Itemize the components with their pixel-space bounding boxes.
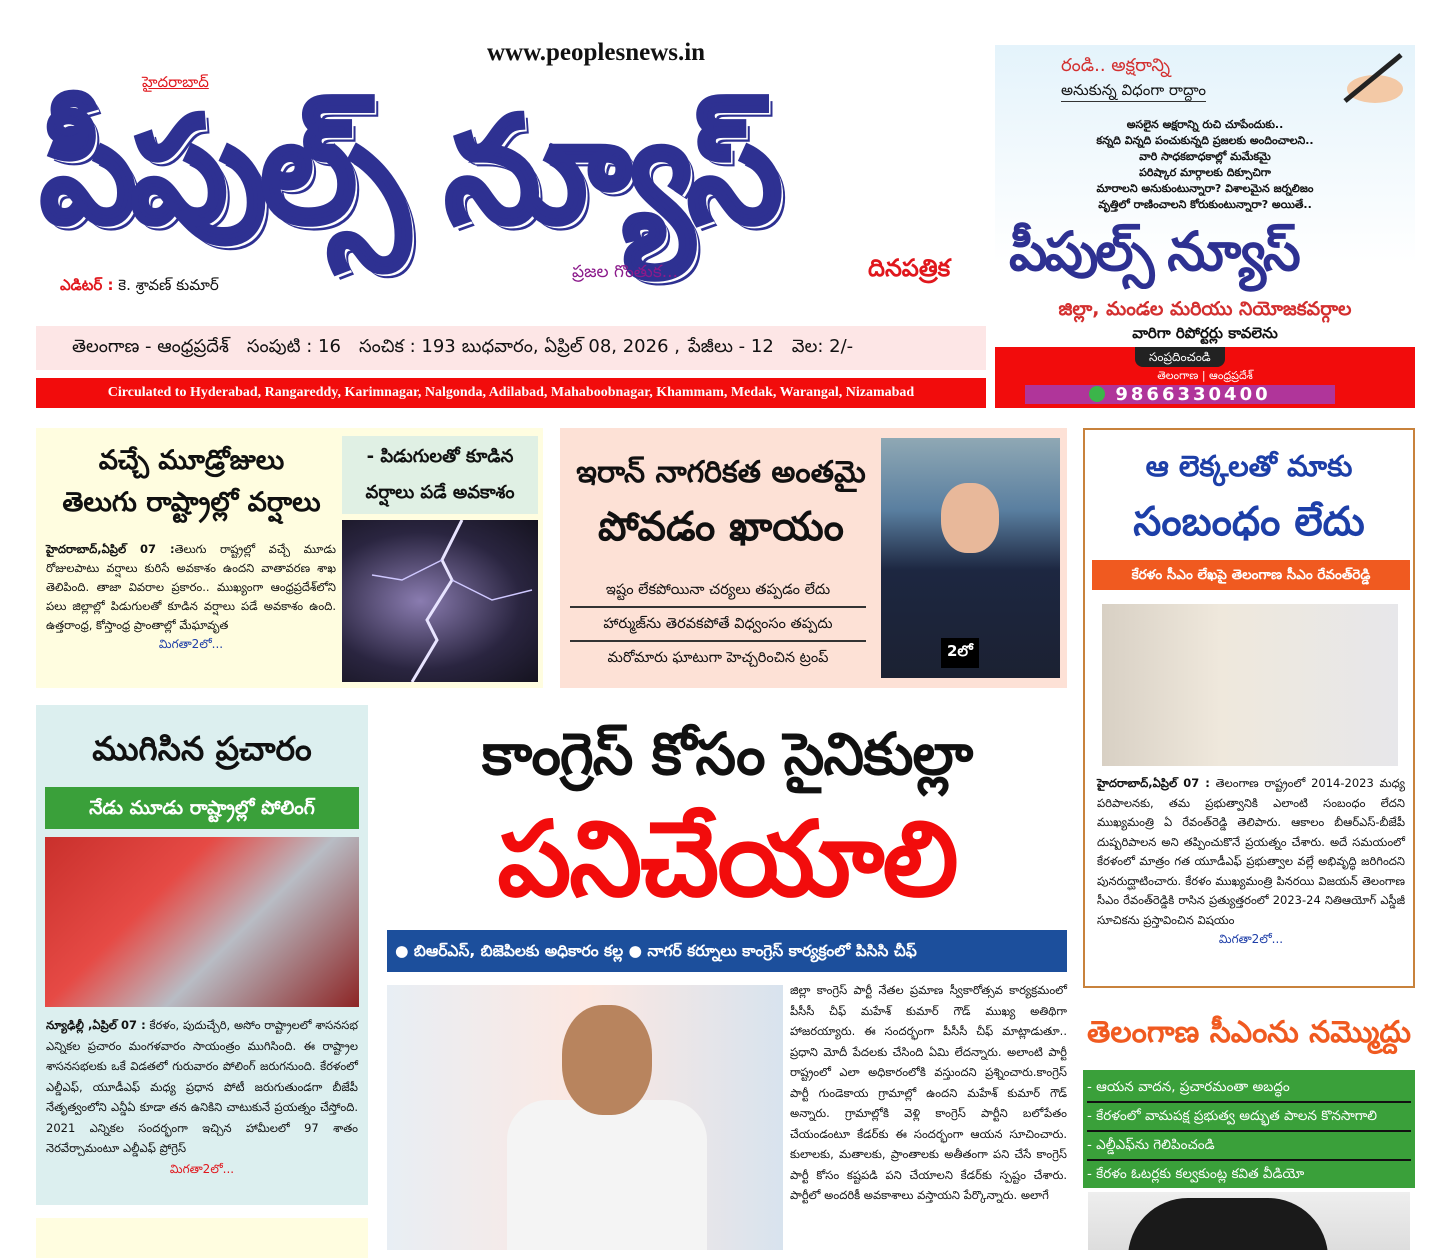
iran-subheads: [570, 574, 866, 674]
issue: సంచిక : 193: [358, 335, 456, 357]
reporters-wanted-ad[interactable]: [995, 45, 1415, 408]
price: వెల: 2/-: [791, 335, 854, 357]
headline-line: తెలుగు రాష్ట్రాల్లో వర్షాలు: [62, 487, 321, 518]
dateline: హైదరాబాద్,ఏప్రిల్ 07 :: [46, 542, 175, 556]
telangana-cm-points: [1083, 1070, 1415, 1188]
ad-line: మారాలని అనుకుంటున్నారా? విశాలమైన జర్నలిజం: [1096, 182, 1314, 195]
bottom-left-story: [36, 1218, 368, 1258]
ad-body: [995, 117, 1415, 213]
phone-number[interactable]: [1025, 385, 1335, 404]
ad-line: పరిష్కార మార్గాలకు దిక్సూచిగా: [1139, 166, 1271, 179]
kerala-body: [1097, 774, 1405, 950]
ad-line: అసలైన అక్షరాన్ని రుచి చూపేందుకు..: [1126, 118, 1284, 131]
ad-head2: అనుకున్న విధంగా రాద్దాం: [1061, 81, 1206, 102]
face: [941, 483, 999, 553]
volume: సంపుటి : 16: [246, 335, 341, 357]
cm-photos: [1102, 604, 1398, 766]
page-ref[interactable]: 2లో: [941, 638, 979, 668]
subhead: ఇష్టం లేకపోయినా చర్యలు తప్పడం లేదు: [570, 574, 866, 608]
campaign-story: [36, 705, 368, 1205]
ad-contact: [995, 347, 1415, 408]
editor-name: కె. శ్రావణ్ కుమార్: [118, 276, 219, 294]
ad-line: వృత్తిలో రాణించాలని కోరుకుంటున్నారా? అయితే..: [1098, 198, 1312, 211]
weather-body: [46, 540, 336, 654]
telangana-cm-headline: తెలంగాణ సీఎంను నమ్మొద్దు: [1087, 1015, 1411, 1050]
trump-photo: [881, 438, 1060, 678]
kerala-headline-1: ఆ లెక్కలతో మాకు: [1145, 449, 1353, 483]
kerala-headline-2: సంబంధం లేదు: [1133, 499, 1365, 545]
weather-story: [36, 428, 543, 688]
newspaper-logo: పీపుల్స్ న్యూస్: [40, 86, 777, 257]
pages: పేజీలు - 12: [687, 335, 774, 357]
daily-label: దినపత్రిక: [868, 254, 951, 282]
point: - ఆయన వాదన, ప్రచారమంతా అబద్ధం: [1087, 1074, 1411, 1103]
body-text: కేరళం, పుదుచ్చేరి, అసోం రాష్ట్రాలలో శాసనసభ ఎన్నికల ప్రచారం మంగళవారం సాయంత్రం ముగిసింది. ఈ రాష్ట్రాల శాసనసభలకు ఒకే విడతలో గురువారం పోలింగ్ జరుగనుంది. కేరళంలో ఎల్డీఎఫ్, యూడీఎఫ్ మధ్య ప్రధాన పోటీ జరుగుతుండగా బీజేపీ నేతృత్వంలోని ఎన్డీఏ కూడా తన ఉనికిని చాటుకునే ప్రయత్నం చేస్తోంది. 2021 ఎన్నికల సందర్భంగా ఇచ్చిన హామీలలో 97 శాతం నెరవేర్చామంటూ ఎల్డీఎఫ్ ప్రోగ్రెస్: [46, 1018, 359, 1155]
phone-icon: [1089, 386, 1105, 402]
kerala-strap: కేరళం సీఎం లేఖపై తెలంగాణ సీఎం రేవంత్‌రెడ్డి: [1092, 560, 1410, 590]
dateline: హైదరాబాద్,ఏప్రిల్ 07 :: [1097, 776, 1210, 790]
headline-line: పోవడం ఖాయం: [598, 504, 844, 550]
date: బుధవారం, ఏప్రిల్ 08, 2026 ,: [461, 335, 680, 357]
lead-headline-2: పనిచేయాలి: [497, 798, 957, 920]
point: - కేరళంలో వామపక్ష ప్రభుత్వ అద్భుత పాలన కొనసాగాలి: [1087, 1103, 1411, 1132]
contact-label: సంప్రదించండి: [1135, 347, 1225, 367]
website-url[interactable]: www.peoplesnews.in: [487, 39, 706, 66]
date-bar: [36, 326, 986, 370]
editor-credit: [60, 276, 219, 298]
campaign-strap: నేడు మూడు రాష్ట్రాల్లో పోలింగ్: [45, 787, 359, 829]
ad-line: వారి సాధకబాధకాల్లో మమేకమై: [1139, 150, 1271, 163]
headline-line: ఇరాన్ నాగరికత అంతమై: [576, 455, 866, 490]
weather-subhead: - పిడుగులతో కూడిన వర్షాలు పడే అవకాశం: [342, 436, 538, 514]
continued-link[interactable]: మిగతా2లో...: [158, 637, 224, 651]
point: - కేరళం ఓటర్లకు కల్వకుంట్ల కవిత వీడియో: [1087, 1166, 1305, 1182]
subhead: హార్ముజ్‌ను తెరవకపోతే విధ్వంసం తప్పదు: [570, 608, 866, 642]
ad-head1: రండి.. అక్షరాన్ని: [1061, 55, 1171, 76]
ad-line: కన్నది విన్నది పంచుకున్నది ప్రజలకు అందించాలని..: [1096, 134, 1314, 147]
figure: [507, 1100, 707, 1250]
iran-headline: [566, 446, 876, 554]
headline-line: వచ్చే మూడ్రోజులు: [98, 445, 285, 476]
circulation-bar: Circulated to Hyderabad, Rangareddy, Karimnagar, Nalgonda, Adilabad, Mahaboobnagar, Khammam, Medak, Warangal, Nizamabad: [36, 378, 986, 408]
body-text: తెలంగాణ రాష్ట్రంలో 2014-2023 మధ్య పరిపాలనకు, తమ ప్రభుత్వానికి ఎలాంటి సంబంధం లేదని ముఖ్యమంత్రి ఏ రేవంత్‌రెడ్డి తెలిపారు. ఆకాలం బీఆర్ఎస్-బీజేపీ దుష్పరిపాలన అని తప్పించుకొనే ప్రయత్నం చేశారు. అదే సమయంలో కేరళంలో మాత్రం గత యూడీఎఫ్ ప్రభుత్వాల వల్లే అభివృద్ధి జరిగిందని పునరుద్ఘాటించారు. కేరళం ముఖ్యమంత్రి పినరయి విజయన్ తెలంగాణ సీఎం రేవంత్‌రెడ్డికి రాసిన ప్రత్యుత్తరంలో 2023-24 నితిఆయోగ్ ఎస్డీజీ సూచికను ప్రస్తావించిన విషయం: [1097, 776, 1405, 927]
editor-label: ఎడిటర్ :: [60, 276, 114, 294]
lightning-photo: [342, 520, 538, 682]
lead-headline-1: కాంగ్రెస్ కోసం సైనికుల్లా: [481, 720, 973, 788]
lead-body: జిల్లా కాంగ్రెస్ పార్టీ నేతల ప్రమాణ స్వీకారోత్సవ కార్యక్రమంలో పీసీసీ చీఫ్ మహేశ్ కుమార్ గౌడ్ ముఖ్య అతిథిగా హాజరయ్యారు. ఈ సందర్భంగా పీసీసీ చీఫ్ మాట్లాడుతూ.. ప్రధాని మోదీ పేదలకు చేసింది ఏమి లేదన్నారు. అలాంటి పార్టీ రాష్ట్రంలో ఎలా అధికారంలోకి వస్తుందని ప్రశ్నించారు.కాంగ్రెస్ పార్టీ గుండెకాయ గ్రామాల్లో ఉందని మహేశ్ కుమార్ గౌడ్ అన్నారు. గ్రామాల్లోకి వెళ్లి కాంగ్రెస్ పార్టీని బలోపేతం చేయండంటూ కేడర్‌కు ఈ సందర్భంగా ఆయన సూచించారు. కులాలకు, మతాలకు, ప్రాంతాలకు అతీతంగా పని చేసే కాంగ్రెస్ పార్టీ కోసం కష్టపడి పని చేయాలని కేడర్‌కు స్పష్టం చేశారు. పార్టీలో అందరికీ అవకాశాలు వస్తాయని పేర్కొన్నారు. అలాగే: [790, 983, 1067, 1202]
kerala-story: [1083, 428, 1415, 988]
pcc-chief-photo: [387, 985, 783, 1250]
point: - ఎల్డీఎఫ్‌ను గెలిపించండి: [1087, 1132, 1411, 1161]
hair: [1128, 1198, 1328, 1250]
ad-requirement-2: వారిగా రిపోర్టర్లు కావలెను: [1132, 324, 1278, 342]
phone-text: 9866330400: [1115, 384, 1271, 405]
contact-states: తెలంగాణ | ఆంధ్రప్రదేశ్: [1157, 369, 1253, 382]
lightning-icon: [342, 520, 538, 682]
campaign-body: [46, 1015, 358, 1179]
lead-strap: ● బిఆర్ఎస్, బిజెపిలకు అధికారం కల్ల ● నాగర్ కర్నూలు కాంగ్రెస్ కార్యక్రంలో పిసిసి చీఫ్: [387, 930, 1067, 972]
face: [562, 1005, 652, 1115]
logo-city: హైదరాబాద్: [142, 73, 209, 91]
rally-photo: [45, 837, 359, 1007]
campaign-headline: ముగిసిన ప్రచారం: [92, 729, 312, 768]
continued-link[interactable]: మిగతా2లో...: [1218, 932, 1284, 946]
ad-logo: పీపుల్స్ న్యూస్: [1009, 220, 1298, 283]
body-text: తెలుగు రాష్ట్రల్లో వచ్చే మూడు రోజులపాటు వర్షాలు కురిసే అవకాశం ఉందని వాతావరణ శాఖ తెలిపింది. తాజా వివరాల ప్రకారం.. ముఖ్యంగా ఆంధ్రప్రదేశ్‌లోని పలు జిల్లాల్లో పిడుగులతో కూడిన వర్షాలు పడే అవకాశం ఉంది. ఉత్తరాంధ్ర, కోస్తాంధ్ర ప్రాంతాల్లో మేఘావృత: [46, 542, 336, 632]
pen-hand-icon: [1315, 49, 1405, 104]
ad-requirement: జిల్లా, మండల మరియు నియోజకవర్గాల: [1058, 298, 1352, 320]
kavitha-photo: [1088, 1192, 1410, 1250]
dateline: న్యూఢిల్లీ ,ఏప్రిల్ 07 :: [46, 1018, 146, 1032]
subhead: మరోమారు ఘాటుగా హెచ్చరించిన ట్రంప్: [607, 650, 829, 666]
states: తెలంగాణ - ఆంధ్రప్రదేశ్: [72, 335, 229, 357]
weather-headline: [44, 440, 339, 524]
tagline: ప్రజల గొంతుక...: [572, 262, 678, 282]
continued-link[interactable]: మిగతా2లో...: [169, 1161, 235, 1176]
iran-story: [560, 428, 1067, 688]
